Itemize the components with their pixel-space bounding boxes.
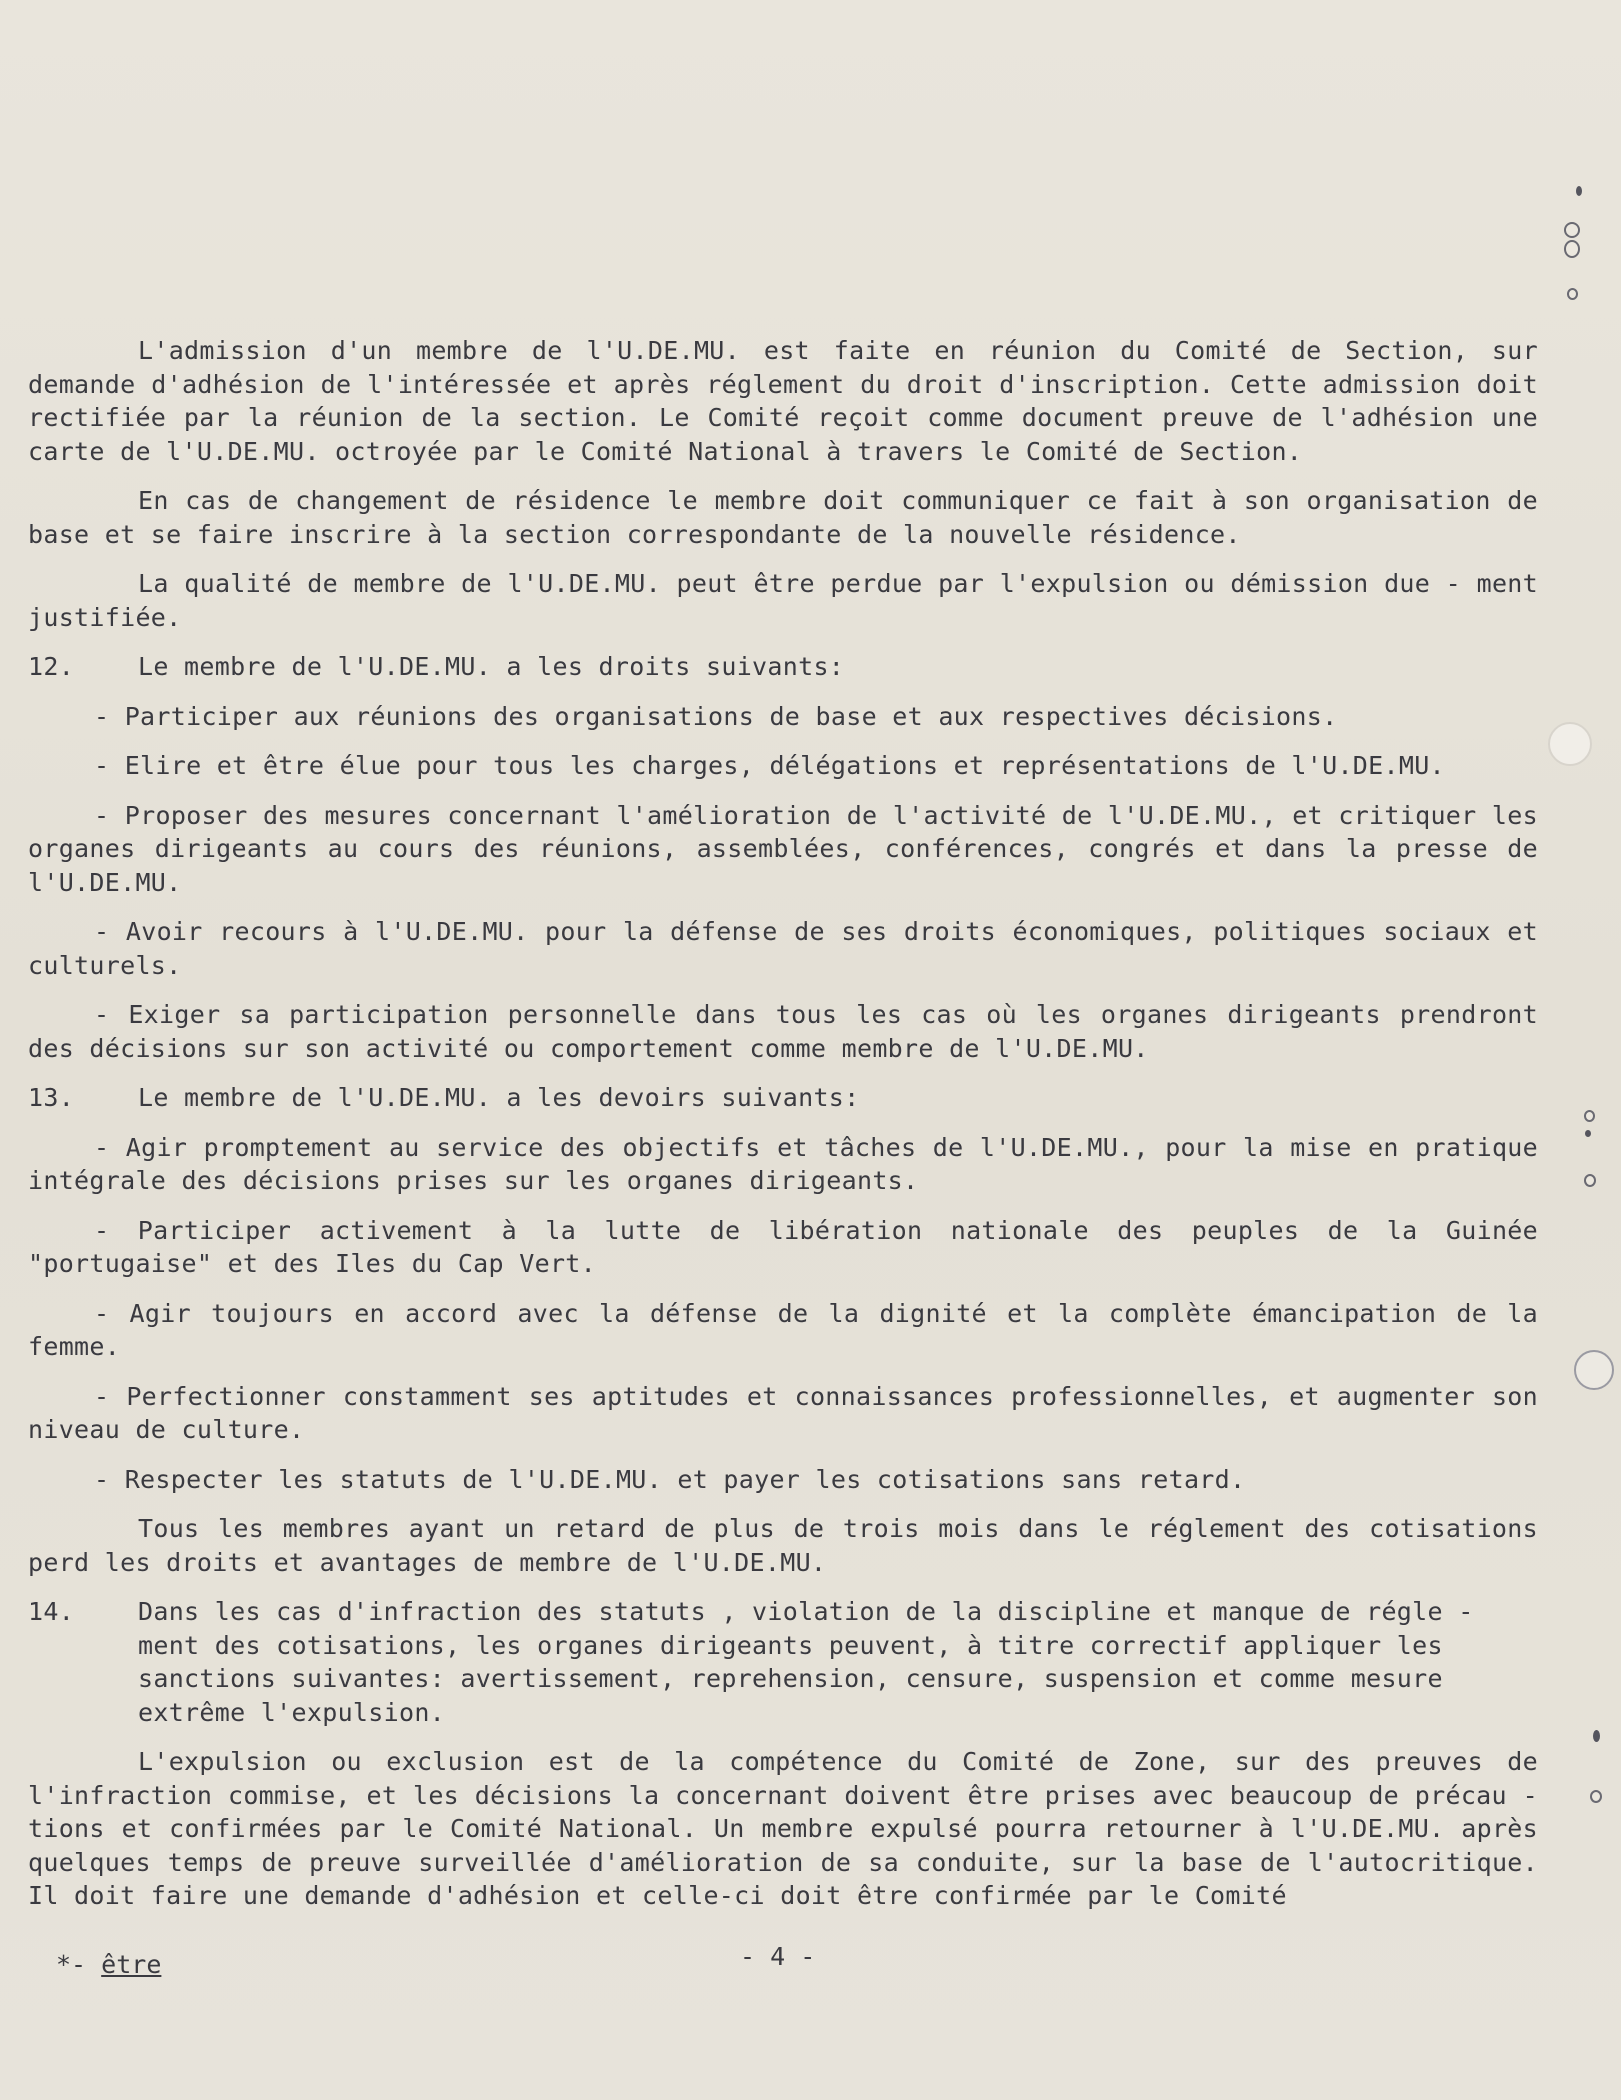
section-13-title: Le membre de l'U.DE.MU. a les devoirs suivants: [138, 1083, 860, 1112]
paragraph-residence: En cas de changement de résidence le membre doit communiquer ce fait à son organisation de base et se faire inscrire à la section correspondante de la nouvelle résidence. [28, 486, 1538, 549]
duty-item: - Participer activement à la lutte de libération nationale des peuples de la Guinée "portugaise" et des Iles du Cap Vert. [28, 1215, 1538, 1278]
footnote-mark: *- [56, 1950, 87, 1979]
binder-hole [1584, 1110, 1595, 1122]
section-13-heading [28, 1081, 1538, 1115]
duty-item: - Agir promptement au service des objectifs et tâches de l'U.DE.MU., pour la mise en pratique intégrale des décisions prises sur les organes dirigeants. [28, 1132, 1538, 1195]
binder-hole [1564, 240, 1580, 258]
binder-hole [1584, 1174, 1596, 1187]
footnote-word: être [101, 1950, 162, 1979]
binder-mark [1593, 1730, 1600, 1742]
right-item: - Elire et être élue pour tous les charges, délégations et représentations de l'U.DE.MU. [94, 751, 1445, 780]
page-number: - 4 - [740, 1942, 816, 1971]
paragraph-cotisations: Tous les membres ayant un retard de plus de trois mois dans le réglement des cotisations perd les droits et avantages de membre de l'U.DE.MU. [28, 1514, 1538, 1577]
binder-hole [1564, 222, 1580, 238]
section-14-number: 14. [28, 1597, 75, 1626]
section-14-text: Dans les cas d'infraction des statuts , violation de la discipline et manque de régle - ment des cotisations, les organes dirigeants peuvent, à titre correctif appliquer les sanctions suivantes: avertissement, reprehension, censure, suspension et comme mesure extrême l'expulsion. [138, 1597, 1474, 1727]
footnote [56, 1950, 161, 1979]
paragraph-expulsion: L'expulsion ou exclusion est de la compétence du Comité de Zone, sur des preuves de l'infraction commise, et les décisions la concernant doivent être prises avec beaucoup de précau - tions et confirmées par le Comité National. Un membre expulsé pourra retourner à l'U.DE.MU. après quelques temps de preuve surveillée d'amélioration de sa conduite, sur la base de l'autocritique. Il doit faire une demande d'adhésion et celle-ci doit être confirmée par le Comité [28, 1747, 1538, 1910]
duty-item: - Agir toujours en accord avec la défense de la dignité et la complète émancipation de la femme. [28, 1298, 1538, 1361]
right-item: - Proposer des mesures concernant l'amélioration de l'activité de l'U.DE.MU., et critiquer les organes dirigeants au cours des réunions, assemblées, conférences, congrés et dans la presse de l'U.DE.MU. [28, 800, 1538, 897]
binder-mark [1585, 1130, 1591, 1137]
binder-hole [1590, 1790, 1602, 1803]
section-12-title: Le membre de l'U.DE.MU. a les droits suivants: [138, 652, 845, 681]
duty-item: - Perfectionner constamment ses aptitudes et connaissances professionnelles, et augmenter son niveau de culture. [28, 1381, 1538, 1444]
paragraph-qualite: La qualité de membre de l'U.DE.MU. peut être perdue par l'expulsion ou démission due - ment justifiée. [28, 569, 1538, 632]
section-13-number: 13. [28, 1083, 75, 1112]
section-14 [28, 1595, 1538, 1729]
binder-mark [1576, 186, 1582, 196]
document-body [28, 334, 1538, 1929]
binder-hole [1567, 288, 1578, 300]
paragraph-admission: L'admission d'un membre de l'U.DE.MU. est faite en réunion du Comité de Section, sur demande d'adhésion de l'intéressée et après réglement du droit d'inscription. Cette admission doit rectifiée par la réunion de la section. Le Comité reçoit comme document preuve de l'adhésion une carte de l'U.DE.MU. octroyée par le Comité National à travers le Comité de Section. [28, 336, 1538, 466]
right-item: - Avoir recours à l'U.DE.MU. pour la défense de ses droits économiques, politiques sociaux et culturels. [28, 917, 1538, 980]
right-item: - Participer aux réunions des organisations de base et aux respectives décisions. [94, 701, 1338, 731]
punch-hole [1548, 722, 1592, 766]
duty-item: - Respecter les statuts de l'U.DE.MU. et payer les cotisations sans retard. [94, 1464, 1246, 1494]
section-12-number: 12. [28, 652, 75, 681]
right-item: - Exiger sa participation personnelle dans tous les cas où les organes dirigeants prendront des décisions sur son activité ou comportement comme membre de l'U.DE.MU. [28, 1000, 1538, 1063]
punch-hole [1574, 1350, 1614, 1390]
section-12-heading [28, 650, 1538, 684]
